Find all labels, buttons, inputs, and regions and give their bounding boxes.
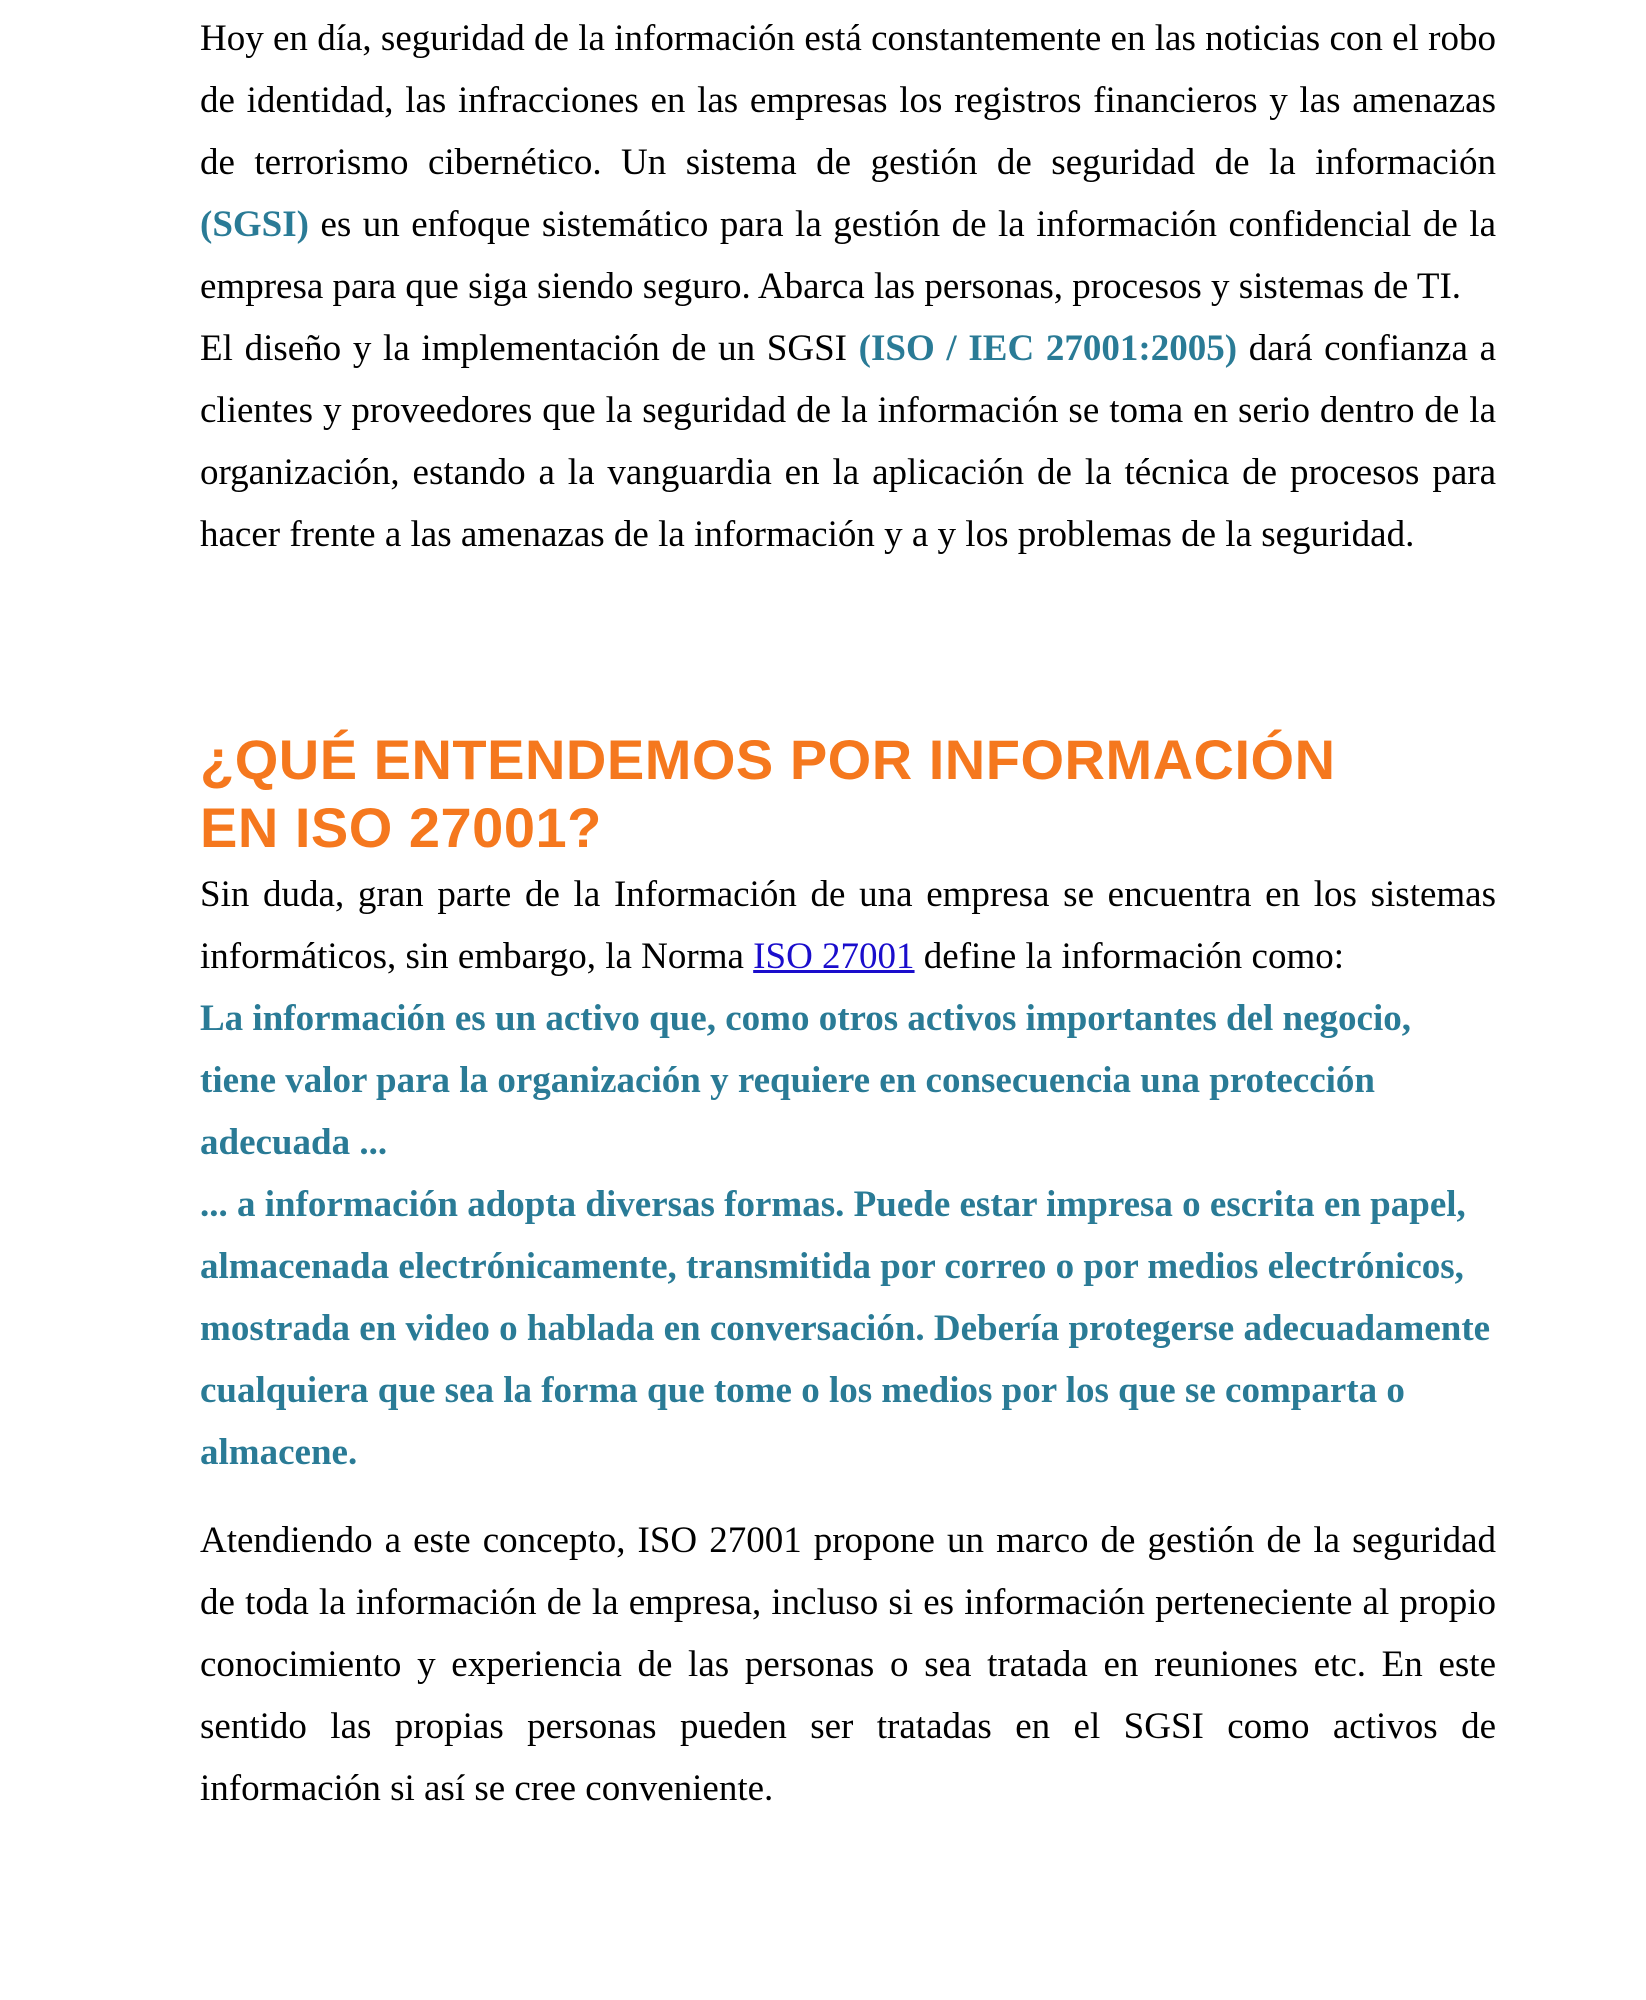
definition-text-start: Sin duda, gran parte de la Información de una empresa se encuentra en los sistemas informáticos, sin embargo, la Norma bbox=[200, 874, 1496, 977]
intro-paragraph bbox=[200, 8, 1496, 318]
iso-27001-link[interactable]: ISO 27001 bbox=[753, 936, 915, 977]
quote-spacer bbox=[200, 1484, 1496, 1510]
design-text-end: dará confianza a clientes y proveedores que la seguridad de la información se toma en serio dentro de la organización, estando a la vanguardia en la aplicación de la técnica de procesos para hacer frente a las amenazas de la información y a y los problemas de la seguridad. bbox=[200, 328, 1496, 555]
intro-text-end: es un enfoque sistemático para la gestión de la información confidencial de la empresa para que siga siendo seguro. Abarca las personas, procesos y sistemas de TI. bbox=[200, 204, 1496, 307]
definition-quote bbox=[200, 988, 1496, 1484]
definition-quote-part1: La información es un activo que, como otros activos importantes del negocio, tiene valor para la organización y requiere en consecuencia una protección adecuada ... bbox=[200, 998, 1411, 1163]
design-paragraph bbox=[200, 318, 1496, 566]
section-spacer bbox=[200, 566, 1496, 726]
section-heading-line1: ¿QUÉ ENTENDEMOS POR INFORMACIÓN bbox=[200, 728, 1336, 791]
sgsi-highlight: (SGSI) bbox=[200, 204, 309, 245]
design-text-start: El diseño y la implementación de un SGSI bbox=[200, 328, 859, 369]
document-page bbox=[200, 8, 1496, 1820]
definition-quote-part2: ... a información adopta diversas formas. Puede estar impresa o escrita en papel, almacenada electrónicamente, transmitida por correo o por medios electrónicos, mostrada en video o hablada en conversación. Debería protegerse adecuadamente cualquiera que sea la forma que tome o los medios por los que se comparta o almacene. bbox=[200, 1184, 1491, 1473]
definition-intro-paragraph bbox=[200, 864, 1496, 988]
section-heading-line2: EN ISO 27001? bbox=[200, 796, 602, 859]
framework-paragraph: Atendiendo a este concepto, ISO 27001 propone un marco de gestión de la seguridad de toda la información de la empresa, incluso si es información perteneciente al propio conocimiento y experiencia de las personas o sea tratada en reuniones etc. En este sentido las propias personas pueden ser tratadas en el SGSI como activos de información si así se cree conveniente. bbox=[200, 1520, 1496, 1809]
iso-standard-highlight: (ISO / IEC 27001:2005) bbox=[858, 328, 1238, 369]
definition-text-end: define la información como: bbox=[914, 936, 1345, 977]
section-heading bbox=[200, 726, 1496, 862]
intro-text-start: Hoy en día, seguridad de la información está constantemente en las noticias con el robo de identidad, las infracciones en las empresas los registros financieros y las amenazas de terrorismo cibernético. Un sistema de gestión de seguridad de la información bbox=[200, 18, 1496, 183]
